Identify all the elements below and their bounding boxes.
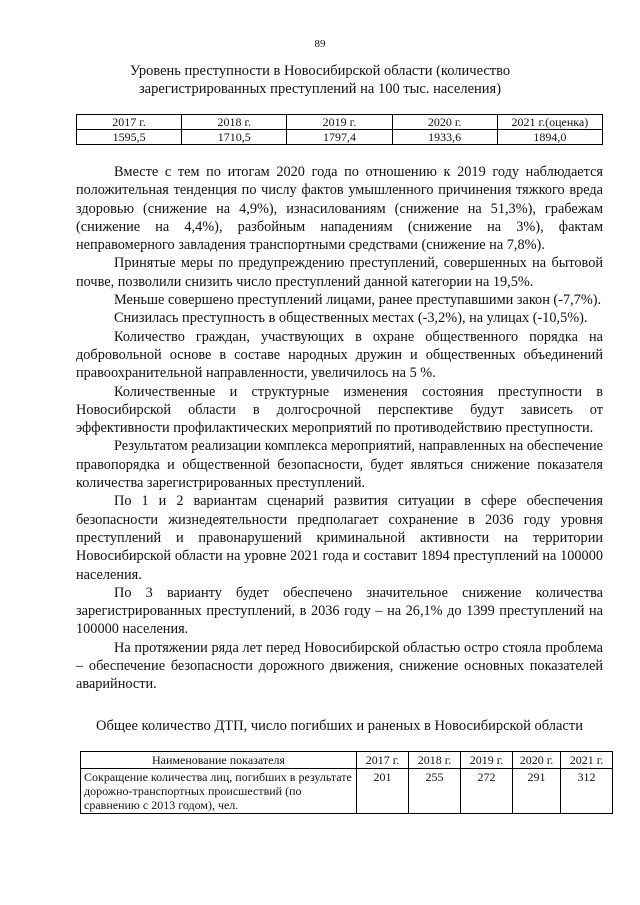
table-row: [81, 769, 613, 814]
header-cell: 2017 г.: [357, 752, 409, 769]
value-cell: 1595,5: [77, 130, 182, 145]
crime-level-table: [76, 114, 603, 145]
value-cell: 1797,4: [287, 130, 392, 145]
paragraph: Количественные и структурные изменения состояния преступности в Новосибирской области в долгосрочной перспективе будут зависеть от эффективности профилактических мероприятий по противодействию преступности.: [76, 383, 603, 437]
crime-table-title: Уровень преступности в Новосибирской области (количество зарегистрированных преступлений на 100 тыс. населения): [129, 63, 511, 97]
paragraph: По 3 варианту будет обеспечено значительное снижение количества зарегистрированных преступлений, в 2036 году – на 26,1% до 1399 преступлений на 100000 населения.: [76, 584, 603, 638]
body-text: [76, 163, 603, 694]
paragraph: Количество граждан, участвующих в охране общественного порядка на добровольной основе в составе народных дружин и общественных объединений правоохранительной направленности, увеличилось на 5 %.: [76, 328, 603, 382]
paragraph: Меньше совершено преступлений лицами, ранее преступавшими закон (-7,7%).: [114, 292, 602, 309]
header-cell: 2021 г.(оценка): [497, 115, 602, 130]
value-cell: 1710,5: [182, 130, 287, 145]
indicator-name-cell: Сокращение количества лиц, погибших в результате дорожно-транспортных происшествий (по сравнению с 2013 годом), чел.: [81, 769, 357, 814]
header-cell: 2021 г.: [561, 752, 613, 769]
table-header-row: [81, 752, 613, 769]
header-cell: Наименование показателя: [81, 752, 357, 769]
table-header-row: [77, 115, 603, 130]
header-cell: 2017 г.: [77, 115, 182, 130]
header-cell: 2018 г.: [409, 752, 461, 769]
paragraph: Принятые меры по предупреждению преступлений, совершенных на бытовой почве, позволили снизить число преступлений данной категории на 19,5%.: [76, 255, 603, 290]
dtp-table: [80, 751, 613, 814]
value-cell: 1933,6: [392, 130, 497, 145]
value-cell: 201: [357, 769, 409, 814]
paragraph: Снизилась преступность в общественных местах (-3,2%), на улицах (-10,5%).: [114, 310, 588, 327]
header-cell: 2020 г.: [392, 115, 497, 130]
table-row: [77, 130, 603, 145]
paragraph: Вместе с тем по итогам 2020 года по отношению к 2019 году наблюдается положительная тенденция по числу фактов умышленного причинения тяжкого вреда здоровью (снижение на 4,9%), изнасилованиям (снижение на 51,3%), грабежам (снижение на 4,4%), разбойным нападениям (снижение на 3%), фактам неправомерного завладения транспортными средствами (снижение на 7,8%).: [76, 164, 603, 254]
value-cell: 255: [409, 769, 461, 814]
paragraph: По 1 и 2 вариантам сценарий развития ситуации в сфере обеспечения безопасности жизнедеятельности предполагает сохранение в 2036 году уровня преступлений и правонарушений криминальной активности на территории Новосибирской области на уровне 2021 года и составит 1894 преступлений на 100000 населения.: [76, 493, 603, 583]
paragraph: На протяжении ряда лет перед Новосибирской областью остро стояла проблема – обеспечение безопасности дорожного движения, снижение основных показателей аварийности.: [76, 639, 603, 693]
value-cell: 1894,0: [497, 130, 602, 145]
paragraph: Результатом реализации комплекса мероприятий, направленных на обеспечение правопорядка и общественной безопасности, будет являться снижение показателя количества зарегистрированных преступлений.: [76, 438, 603, 492]
page-number: 89: [314, 38, 326, 50]
value-cell: 291: [513, 769, 561, 814]
header-cell: 2019 г.: [461, 752, 513, 769]
header-cell: 2019 г.: [287, 115, 392, 130]
value-cell: 272: [461, 769, 513, 814]
dtp-table-title: Общее количество ДТП, число погибших и раненых в Новосибирской области: [96, 718, 583, 734]
header-cell: 2018 г.: [182, 115, 287, 130]
value-cell: 312: [561, 769, 613, 814]
header-cell: 2020 г.: [513, 752, 561, 769]
